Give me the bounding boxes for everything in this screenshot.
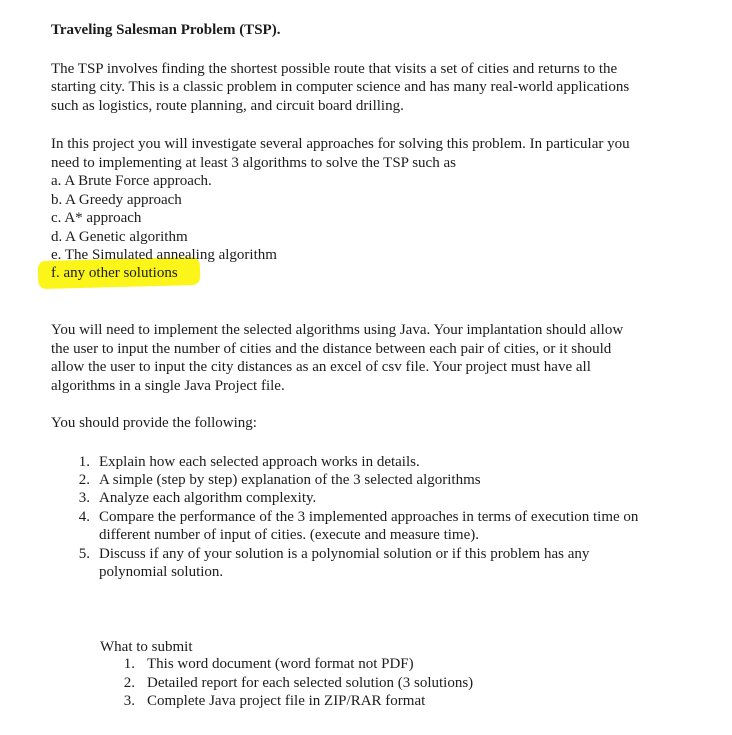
submit-item: Detailed report for each selected solution (3 solutions) bbox=[147, 675, 474, 691]
list-number: 3. bbox=[78, 490, 90, 506]
approach-item-e: e. The Simulated annealing algorithm bbox=[51, 247, 277, 263]
approach-item-a: a. A Brute Force approach. bbox=[51, 173, 212, 189]
provide-heading: You should provide the following: bbox=[51, 415, 257, 431]
provide-item-continuation: polynomial solution. bbox=[99, 564, 224, 580]
provide-item: Discuss if any of your solution is a polynomial solution or if this problem has any bbox=[99, 546, 590, 562]
provide-item: A simple (step by step) explanation of the 3 selected algorithms bbox=[99, 472, 481, 488]
provide-item: Analyze each algorithm complexity. bbox=[99, 490, 317, 506]
intro-line: such as logistics, route planning, and circuit board drilling. bbox=[51, 98, 404, 114]
approach-item-f-highlighted: f. any other solutions bbox=[51, 265, 178, 281]
list-number: 4. bbox=[78, 509, 90, 525]
project-line: In this project you will investigate several approaches for solving this problem. In particular you bbox=[51, 136, 630, 152]
provide-item-continuation: different number of input of cities. (execute and measure time). bbox=[99, 527, 479, 543]
provide-item: Compare the performance of the 3 implemented approaches in terms of execution time on bbox=[99, 509, 639, 525]
list-number: 2. bbox=[78, 472, 90, 488]
submit-item: This word document (word format not PDF) bbox=[147, 656, 414, 672]
approach-item-b: b. A Greedy approach bbox=[51, 192, 182, 208]
project-line: need to implementing at least 3 algorithms to solve the TSP such as bbox=[51, 155, 456, 171]
implement-line: the user to input the number of cities and the distance between each pair of cities, or it should bbox=[51, 341, 612, 357]
approach-item-d: d. A Genetic algorithm bbox=[51, 229, 188, 245]
intro-line: The TSP involves finding the shortest possible route that visits a set of cities and returns to the bbox=[51, 61, 618, 77]
submit-heading: What to submit bbox=[100, 639, 193, 655]
list-number: 5. bbox=[78, 546, 90, 562]
submit-number: 1. bbox=[123, 656, 135, 672]
intro-line: starting city. This is a classic problem in computer science and has many real-world applications bbox=[51, 79, 630, 95]
provide-item: Explain how each selected approach works in details. bbox=[99, 454, 420, 470]
submit-item: Complete Java project file in ZIP/RAR format bbox=[147, 693, 426, 709]
list-number: 1. bbox=[78, 454, 90, 470]
implement-line: algorithms in a single Java Project file. bbox=[51, 378, 285, 394]
implement-line: You will need to implement the selected algorithms using Java. Your implantation should allow bbox=[51, 322, 624, 338]
approach-item-c: c. A* approach bbox=[51, 210, 142, 226]
implement-line: allow the user to input the city distances as an excel of csv file. Your project must have all bbox=[51, 359, 591, 375]
submit-number: 3. bbox=[123, 693, 135, 709]
submit-number: 2. bbox=[123, 675, 135, 691]
document-title: Traveling Salesman Problem (TSP). bbox=[51, 22, 281, 38]
